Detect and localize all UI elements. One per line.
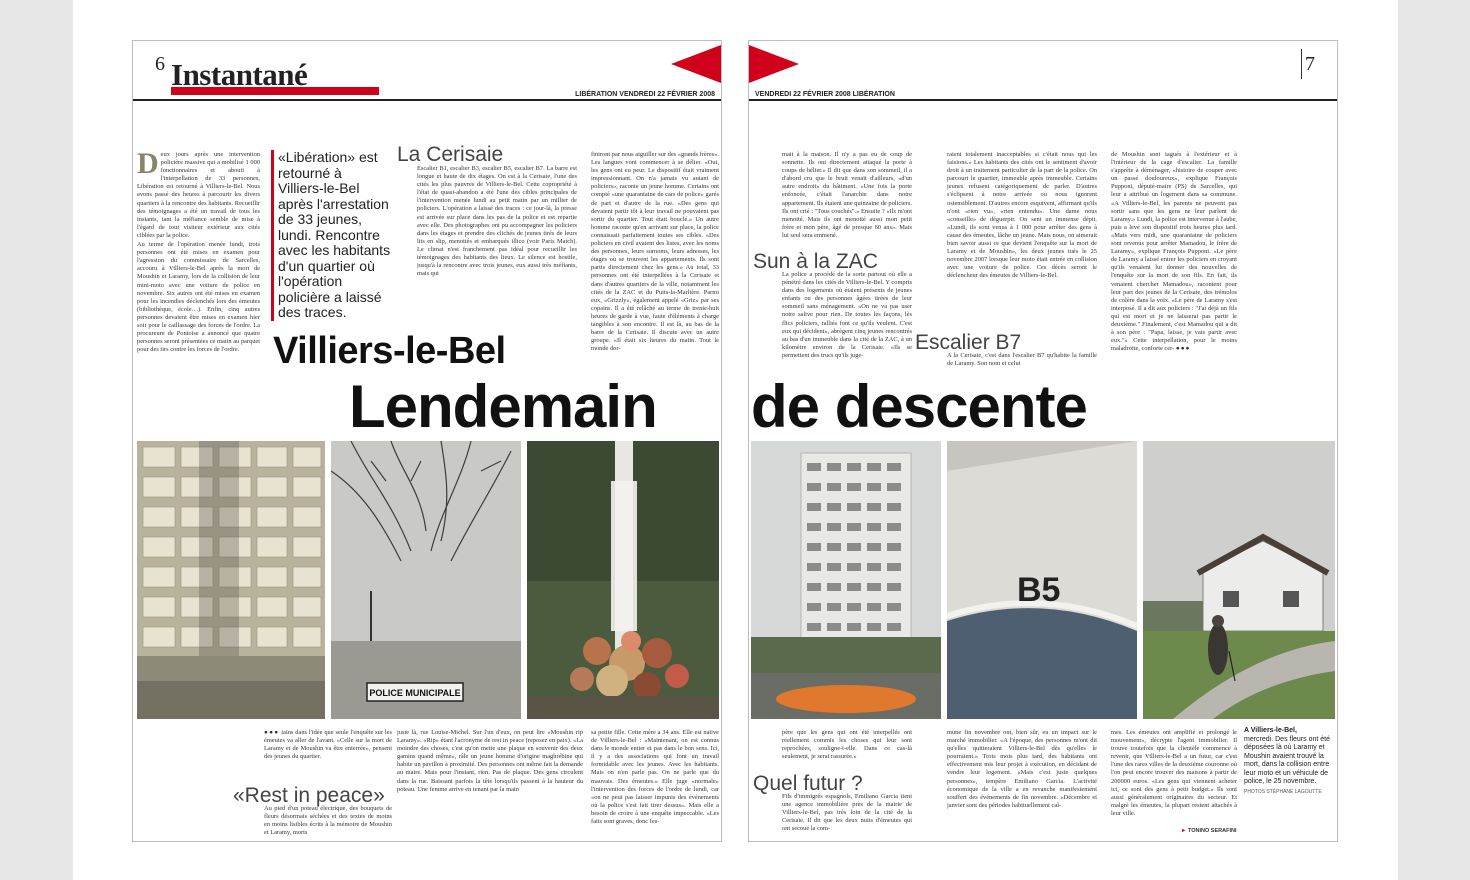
caption-title: A Villiers-le-Bel, [1244,727,1297,734]
author-name: TONINO SERAFINI [1187,828,1237,834]
bottom-col1b-right: Fils d'immigrés espagnols, Emiliano Garcia tient une agence immobilière près de la mairie de Villiers-le-Bel, pas très loin de la cité de la Cerisaie. Il dit que les deux nuits d'émeutes qui ont secoué la com- [782,793,912,833]
column-4: finiront par nous aiguiller sur des «grands frères». Les langues vont commencer à se délier. «Oui, les gens ont eu peur. Le dispositif était vraiment impressionnant. On n'a jamais vu autant de policiers», raconte un jeune homme. Certains ont compté «une quarantaine de cars de police» garés de part et d'autre de la rue. «Des gens qui devaient partir tôt à leur travail ne pouvaient pas sortir du quartier. Tout était bouclé.» Un autre homme raconte qu'en arrivant sur place, la police connaissait parfaitement toutes ses cibles. «Des policiers en civil avaient des listes, avec les noms des personnes, leurs surnoms, leurs adresses, les étages où se trouvent les appartements. Ils sont partis directement chez les gens.» Au total, 33 personnes ont été interpellées à la Cerisaie et dans d'autres quartiers de la ville, notamment les cités de la ZAC et du Puits-la-Marlière. Parmi eux, «Grizzly», également appelé «Griz» par ses copains. Il a été relâché au terme de trente-huit heures de garde à vue, faute d'éléments à charge tangibles à son encontre. Il est là, au bas de la barre de la Cerisaie. Il discute avec un autre groupe. «Il était six heures du matin. Tout le monde dor- [591,151,719,353]
headline-lendemain: Lendemain [349,373,657,440]
bottom-col2-left: juste là, rue Louise-Michel. Sur l'un d'eux, on peut lire «Moushin rip Laramy». «Rip» étant l'acronyme de rest in peace (reposez en paix). «La moindre des choses, c'est qu'on mette une plaque en souvenir des deux gamins quand même», râle un jeune homme d'origine maghrébine qui habite un pavillon à proximité. Des personnes ont même fait la demande au maire. Mais pour l'instant, rien. Pas de plaque. Des gens circulent dans la rue. Baissant parfois la tête lorsqu'ils passent à la hauteur du poteau. Une femme arrive en tenant par la main [397,729,583,793]
subhead-zac: Sun à la ZAC [753,250,878,273]
intro-text: eux jours après une intervention policière massive qui a mobilisé 1 000 fonctionnaires et abouti à l'interpellation de 33 personnes, Libération est retourné à Villiers-le-Bel. Nous avons passé des heures à parcourir les divers quartiers à la rencontre des habitants. Recueillir des témoignages a été un travail de tous les instants, tant la méfiance semble de mise à l'égard de tout visiteur extérieur aux cités ciblées par la police. [137,151,260,239]
red-flag-left [671,45,721,83]
photo-credit: PHOTOS STÉPHANE LAGOUTTE [1244,788,1322,795]
page-right [748,40,1338,842]
column-cerisaie: Escalier B1, escalier B3, escalier B5, escalier B7. La barre est longue et haute de dix étages. On est à la Cerisaie, l'une des cités les plus pauvres de Villiers-le-Bel. Cette copropriété à l'état de quasi-abandon a été l'une des cibles principales de l'intervention menée lundi au petit matin par un millier de policiers. L'opération a laissé des traces : ce jour-là, la presse est arrivée sur place dans les pas de la police et est repartie avec elle. Des photographes ont pu accompagner les policiers dans les étages et prendre des clichés de jeunes tirés de leurs lits en slip, menottés et embarqués illico (voir Paris Match). Le climat n'est franchement pas idéal pour recueillir les témoignages des habitants des lieux. Le silence est hostile, jusqu'à la rencontre avec trois jeunes, eux aussi très méfiants, mais qui [417,165,577,278]
header-rule-right [749,99,1337,101]
continuation-dots-right: ●●● [1175,345,1191,353]
b5-sign-text: B5 [1017,571,1061,609]
photo-b5-sign [947,441,1137,719]
bottom-col3-right: mes. Les émeutes ont amplifié et prolongé le mouvement», décrypte l'agent immobilier. Il trouve toutefois que la clientèle commence à revenir, que Villiers-le-Bel a un futur, car c'est l'une des rares villes de la deuxième couronne où l'on peut encore trouver des maisons à partir de 200000 euros. «Les gens qui viennent acheter ici, ce sont des gens à petit budget.» Ils sont aussi généralement originaires du secteur. Et malgré les émeutes, la plupart restent attachés à leur ville. [1111,729,1237,817]
page-left [132,40,722,842]
subhead-rest-in-peace: «Rest in peace» [233,784,385,807]
author-arrow-icon: ► [1181,828,1187,834]
page-number-rule [1301,49,1302,79]
headline-de-descente: de descente [751,373,1087,440]
column-intro [137,151,260,369]
column-r1: mait à la maison. Il n'y a pas eu de coup de sonnette. Ils ont directement attaqué la porte à coups de bélier.» Il dit que dans son sommeil, il a d'abord cru que le bruit venait d'ailleurs, «d'un autre endroit» du bâtiment. «Une fois la porte enfoncée, c'était l'anarchie dans notre appartement. Ils étaient une quinzaine de policiers. Ils ont crié : "Tous couchés".» Ensuite ? «Ils m'ont menotté. Mais ils ont menotté aussi mon petit frère et mon père, âgé de presque 60 ans». Mais lui seul sera emmené. [782,151,912,239]
red-flag-right [749,45,799,83]
spread [73,0,1398,880]
bottom-col1-text: tains dans l'idée que seule l'enquête sur les émeutes va aller de l'avant. «Celle sur la mort de Laramy et de Moushin va être enterrée», pensent des jeunes du quartier. [264,729,392,761]
subhead-cerisaie: La Cerisaie [397,143,504,166]
column-r3 [1111,151,1237,369]
photo-caption [1244,727,1330,796]
author-credit [1181,828,1236,834]
bottom-col1-left [264,729,392,765]
continuation-dots: ●●● [264,729,280,736]
bottom-col2-right: mune fin novembre ont, bien sûr, eu un impact sur le marché immobilier. «A l'époque, des personnes m'ont dit qu'elles quitteraient Villiers-le-Bel dès qu'elles le pourraient.» Trois mois plus tard, des habitants ont effectivement mis leur projet à exécution, en décidant de vendre leur logement. «Mais c'est juste quelques personnes», tempère Emiliano Garcia. L'activité économique de la ville a en revanche manifestement souffert des événements de fin novembre. «Décembre et janvier sont des périodes habituellement cal- [947,729,1097,809]
pull-quote: «Libération» est retourné à Villiers-le-Bel après l'arrestation de 33 jeunes, lundi. Rencontre avec les habitants d'un quartier où l'opération policière a laissé des traces. [271,150,391,321]
photo-memorial-flowers [527,441,719,719]
photo-tower-facade [137,441,325,719]
running-head-left: LIBÉRATION VENDREDI 22 FÉVRIER 2008 [575,91,715,98]
photo-police-sign [331,441,521,719]
dropcap: D [137,151,159,180]
running-head-right: VENDREDI 22 FÉVRIER 2008 LIBÉRATION [755,91,895,98]
header-rule-left [133,99,721,101]
col1-paragraph: Au terme de l'opération menée lundi, trois personnes ont été mises en examen pour l'agression du commissaire de Sarcelles, accouru à Villiers-le-Bel après la mort de Moushin et Laramy, lors de la collision de leur mini-moto avec une voiture de police en novembre. Six autres ont été mises en examen pour les incendies déclenchés lors des émeutes (bibliothèque, école…). Enfin, cinq autres personnes devaient être mises en examen hier soir pour le caillassage des forces de l'ordre. La procureure de Pontoise a annoncé que quatre personnes seront présentées ce matin au parquet pour des tirs contre les forces de l'ordre. [137,241,260,354]
bottom-col1-right: père que les gens qui ont été interpellés ont réellement commis les choses qui leur sont reprochées, souligne-t-elle. Dans ce cas-là seulement, je serai rassurée.» [782,729,912,761]
rubric-title: Instantané [171,57,308,92]
subhead-quel-futur: Quel futur ? [753,772,863,795]
photo-tower-block [751,441,941,719]
police-sign-text: POLICE MUNICIPALE [369,688,461,698]
subhead-b7: Escalier B7 [915,331,1022,354]
bottom-col1b-left: Au pied d'un poteau électrique, des bouquets de fleurs désormais séchées et des textes de moins en moins lisibles écrits à la mémoire de Moushin et Laramy, morts [264,805,392,837]
photo-woman-walking [1143,441,1335,719]
column-r2-b7: A la Cerisaie, c'est dans l'escalier B7 qu'habite la famille de Laramy. Son nom et celui [947,352,1097,368]
page-number-left: 6 [155,53,165,75]
column-r1-zac: La police a procédé de la sorte partout où elle a pénétré dans les cités de Villiers-le-Bel. Y compris dans des logements où étaient présents de jeunes enfants ou des personnes âgées tirées de leur sommeil sans ménagement. «On ne va pas user notre salive pour rien. De toutes les façons, lès flics policiers, ralliés font ce qu'ils veulent. C'est eux qui décident», abrègent cinq jeunes rencontrés au bas d'un immeuble dans la cité de la ZAC, à un kilomètre environ de la Cerisaie. «Ils se permettent des trucs qu'ils juge- [782,271,912,359]
headline-villiers: Villiers-le-Bel [273,330,506,372]
page-number-right: 7 [1305,53,1315,75]
column-r2: raient totalement inacceptables si c'était nous qui les faisions.» Les habitants des cités ont le sentiment d'avoir droit à un traitement particulier de la part de la police. On parcourt le quartier, immeuble après immeuble. Certains jeunes refusent catégoriquement de parler. D'autres s'éclipsent à notre arrivée ou nous ignorent ostensiblement. D'autres encore esquivent, affirmant qu'ils n'ont «rien vu», «rien entendu». Une dame nous «conseille» de déguerpir. On sent un immense dépit. «Lundi, ils sont venus à 1 000 pour arrêter des gens à cause des émeutes, lâche un jeune. Mais nous, on aimerait bien savoir aussi ce que devient l'enquête sur la mort de Laramy et de Moushin», les deux jeunes tués le 25 novembre 2007 lorsque leur moto était entrée en collision avec une voiture de police. Ces décès seront le déclencheur des émeutes de Villiers-le-Bel. [947,151,1097,280]
caption-text: mercredi. Des fleurs ont été déposées là où Laramy et Moushin avaient trouvé la mort, dans la collision entre leur moto et un véhicule de police, le 25 novembre. [1244,735,1330,785]
column-r3-text: de Moushin sont tagués à l'extérieur et à l'intérieur de la cage d'escalier. La famille s'apprête à déménager, «histoire de couper avec un passé douloureux», explique François Pupponi, député-maire (PS) de Sarcelles, qui leur a attribué un logement dans sa commune. «A Villiers-le-Bel, les parents ne peuvent pas sortir sans que les gens ne leur parlent de Laramy.» Lundi, la police est intervenue à l'aube, puis a levé son dispositif trois heures plus tard. «Mais vers midi, une quarantaine de policiers sont revenus pour arrêter Mamadou, le frère de Laramy», explique François Pupponi. «Le père de Laramy a laissé entrer les policiers en croyant qu'ils venaient lui donner des nouvelles de l'enquête sur la mort de son fils. En fait, ils venaient chercher Mamadou», racontent pour leur part des jeunes de la Cerisaie, des trémolos de colère dans la voix. «Le père de Laramy s'est interposé. Il a dit aux policiers : "J'ai déjà un fils qui est mort et je ne laisserai pas partir le deuxième." Finalement, c'est Mamadou qui a dit à son père : "Papa, laisse, je vais partir avec eux."» Cette interpellation, pour le moins maladroite, conforte cer- [1111,151,1237,353]
bottom-col3-left: sa petite fille. Cette mère a 34 ans. Elle est native de Villiers-le-Bel : «Maintenant, on est connus dans le monde entier et pas dans le bon sens. Ici, il y a des associations qui font un travail formidable avec les jeunes. Avec les habitants. Mais on n'en parle pas. On ne parle que du mauvais. Des émeutes.» Elle juge «normale» l'intervention des forces de l'ordre de lundi, car «on ne peut pas laisser impunis des événements où la police s'est fait tirer dessus». Mais elle a besoin de croire à une enquête impeccable. «Les faits sont graves, donc fes- [591,729,719,826]
